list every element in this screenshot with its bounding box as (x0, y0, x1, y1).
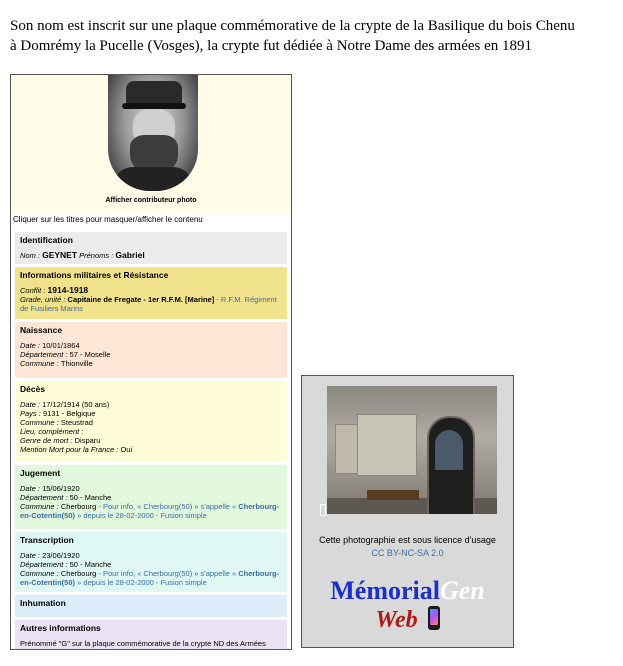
section-naissance (15, 322, 287, 378)
jugement-date: 15/06/1920 (42, 484, 80, 493)
conflit-label: Conflit : (20, 286, 48, 295)
transcription-commune-label: Commune : (20, 569, 61, 578)
section-transcription (15, 532, 287, 592)
naissance-dept-label: Département : (20, 350, 70, 359)
unit-link[interactable]: - R.F.M. Régiment de Fusiliers Marins (20, 295, 277, 313)
transcription-info-bold: Cherbourg-en-Cotentin(50) (20, 569, 280, 587)
deces-date-label: Date : (20, 400, 43, 409)
transcription-date: 23/06/1920 (42, 551, 80, 560)
jugement-dept-label: Département : (20, 493, 70, 502)
conflit-value: 1914-1918 (47, 285, 89, 295)
section-identification (15, 232, 287, 264)
section-jugement (15, 465, 287, 529)
memorialgenweb-logo[interactable] (302, 576, 513, 634)
deces-date: 17/12/1914 (50 ans) (42, 400, 110, 409)
deces-genre-label: Genre de mort : (20, 436, 75, 445)
naissance-date-label: Date : (20, 341, 43, 350)
intro-text (10, 16, 620, 56)
jugement-info-bold: Cherbourg-en-Cotentin(50) (20, 502, 280, 520)
deces-lieu-label: Lieu, complément : (20, 427, 84, 436)
photo-contributor-link[interactable]: Afficher contributeur photo (105, 197, 197, 204)
naissance-commune: Thionville (60, 359, 93, 368)
photo-marker (320, 504, 326, 516)
transcription-commune: Cherbourg (60, 569, 97, 578)
section-title-naissance[interactable]: Naissance (20, 325, 63, 335)
section-inhumation (15, 595, 287, 617)
logo-gen: Gen (439, 576, 485, 605)
jugement-date-label: Date : (20, 484, 43, 493)
naissance-dept: 57 - Moselle (69, 350, 111, 359)
deces-genre: Disparu (74, 436, 101, 445)
section-title-militaire[interactable]: Informations militaires et Résistance (20, 270, 169, 280)
jugement-info-end: » depuis le 28-02-2000 - Fusion simple (75, 511, 207, 520)
license-block (302, 534, 513, 560)
deces-commune: Steustrad (60, 418, 93, 427)
deces-mention-label: Mention Mort pour la France : (20, 445, 121, 454)
jugement-commune: Cherbourg (60, 502, 97, 511)
deces-commune-label: Commune : (20, 418, 61, 427)
naissance-date: 10/01/1864 (42, 341, 80, 350)
crypt-photo (327, 386, 497, 514)
section-title-autres[interactable]: Autres informations (20, 623, 101, 633)
transcription-dept-label: Département : (20, 560, 70, 569)
autres-text: Prénommé "G" sur la plaque commémorative de la crypte ND des Armées (20, 639, 266, 648)
transcription-dept: 50 - Manche (69, 560, 112, 569)
soldier-portrait (108, 75, 198, 191)
section-title-identification[interactable]: Identification (20, 235, 73, 245)
section-autres (15, 620, 287, 650)
section-militaire (15, 267, 287, 319)
section-title-inhumation[interactable]: Inhumation (20, 598, 66, 608)
deces-pays-label: Pays : (20, 409, 43, 418)
jugement-commune-label: Commune : (20, 502, 61, 511)
prenoms-label: Prénoms : (77, 251, 116, 260)
prenoms-value: Gabriel (115, 250, 145, 260)
jugement-info: - Pour info, « Cherbourg(50) » s'appelle « (96, 502, 239, 511)
deces-mention: Oui (120, 445, 133, 454)
jugement-dept: 50 - Manche (69, 493, 112, 502)
nom-value: GEYNET (42, 250, 78, 260)
intro-line-2: à Domrémy la Pucelle (Vosges), la crypte fut dédiée à Notre Dame des armées en 1891 (10, 38, 533, 54)
naissance-commune-label: Commune : (20, 359, 61, 368)
memorialgenweb-panel (301, 375, 514, 648)
logo-memorial: Mémorial (330, 576, 440, 605)
grade-label: Grade, unité : (20, 295, 68, 304)
nom-label: Nom : (20, 251, 43, 260)
section-title-jugement[interactable]: Jugement (20, 468, 61, 478)
license-link[interactable]: CC BY-NC-SA 2.0 (371, 548, 444, 558)
transcription-date-label: Date : (20, 551, 43, 560)
section-deces (15, 381, 287, 462)
intro-line-1: Son nom est inscrit sur une plaque commémorative de la crypte de la Basilique du bois Chenu (10, 18, 575, 34)
transcription-info: - Pour info, « Cherbourg(50) » s'appelle « (96, 569, 239, 578)
deces-pays: 9131 - Belgique (42, 409, 96, 418)
license-text: Cette photographie est sous licence d'usage (319, 535, 496, 545)
section-title-transcription[interactable]: Transcription (20, 535, 74, 545)
soldier-record-card (10, 74, 292, 650)
transcription-info-end: » depuis le 28-02-2000 - Fusion simple (75, 578, 207, 587)
grade-value: Capitaine de Fregate - 1er R.F.M. [Marine] (67, 295, 215, 304)
phone-icon (428, 606, 440, 630)
section-title-deces[interactable]: Décès (20, 384, 46, 394)
photo-area (11, 75, 291, 213)
logo-web: Web (375, 607, 418, 633)
toggle-hint: Cliquer sur les titres pour masquer/afficher le contenu (13, 215, 203, 224)
